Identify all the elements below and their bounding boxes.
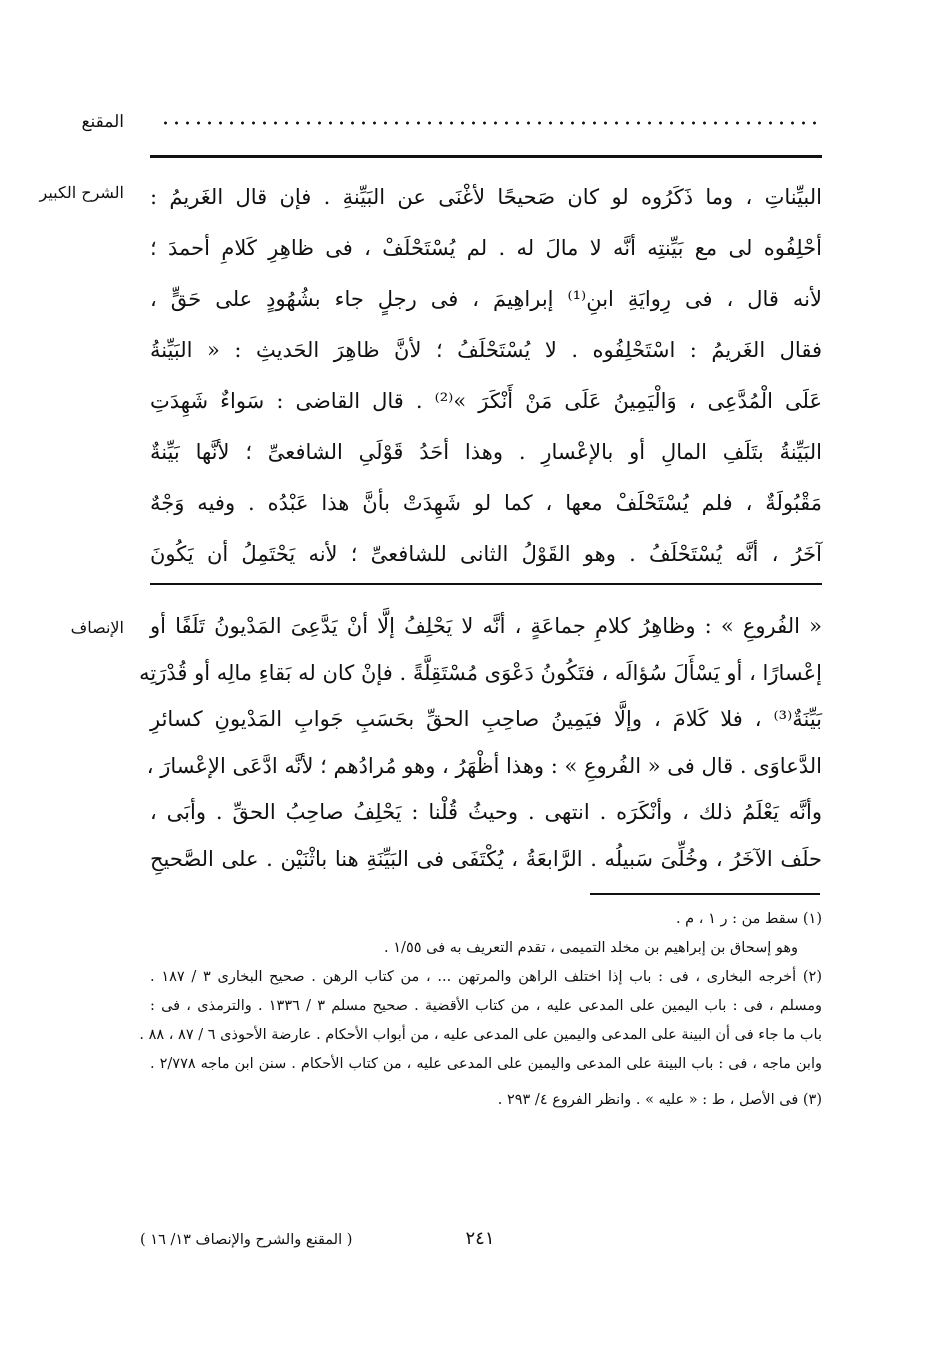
page-number: ٢٤١	[465, 1228, 495, 1249]
footnote-rule	[590, 893, 820, 895]
footnotes	[139, 905, 823, 1115]
text-line: البَيِّنةُ بتَلَفِ المالِ أو بالإعْسارِ . وهذا أحَدُ قَوْلَىِ الشافعىِّ ؛ لأنَّها بَيِّنةٌ	[150, 440, 822, 464]
insaf-text	[139, 603, 822, 882]
running-title: المقنع	[81, 112, 124, 132]
text-line: آخَرُ ، أنَّه يُسْتَحْلَفُ . وهو القَوْلُ الثانى للشافعىِّ ؛ لأنه يَحْتَمِلُ أن يَكُونَ	[150, 542, 822, 566]
footnote-line: وابن ماجه ، فى : باب البينة على المدعى واليمين على المدعى عليه ، من كتاب الأحكام . سنن ابن ماجه ٢/٧٧٨ .	[150, 1056, 822, 1072]
text-line: أحْلِفُوه لى مع بَيِّنتِه أنَّه لا مالَ له . لم يُسْتَحْلَفْ ، فى ظاهِرِ كَلامِ أحمدَ ؛	[150, 236, 822, 260]
footnote-line: ومسلم ، فى : باب اليمين على المدعى عليه ، من كتاب الأقضية . صحيح مسلم ٣ / ١٣٣٦ . والترمذى ، فى :	[150, 998, 822, 1014]
volume-reference: ( المقنع والشرح والإنصاف ١٣/ ١٦ )	[140, 1232, 353, 1248]
text-line: « الفُروعِ » : وظاهِرُ كلامِ جماعَةٍ ، أنَّه لا يَحْلِفُ إلَّا أنْ يَدَّعِىَ المَدْيونُ تَلَفًا أو	[150, 614, 822, 638]
footnote-line: (٣) فى الأصل ، ط : « عليه » . وانظر الفروع ٤/ ٢٩٣ .	[497, 1092, 822, 1108]
text-line: الدَّعاوَى . قال فى « الفُروعِ » : وهذا أظْهَرُ ، وهو مُرادُهم ؛ لأنَّه ادَّعَى الإعْسارَ ،	[146, 753, 822, 778]
header-rule	[150, 155, 822, 158]
footnote-line: (٢) أخرجه البخارى ، فى : باب إذا اختلف الراهن والمرتهن ... ، من كتاب الرهن . صحيح البخارى ٣ / ١٨٧ .	[150, 969, 823, 985]
dot-leader	[160, 118, 820, 128]
text-line: إعْسارًا ، أو يَسْأَلَ سُؤالَه ، فتَكُونُ دَعْوَى مُسْتَقِلَّةً . فإنْ كان له بَقاءِ مالِه أو قُدْرَتِه	[139, 660, 822, 685]
text-line: عَلَى الْمُدَّعِى ، وَالْيَمِينُ عَلَى مَنْ أَنْكَرَ »⁽²⁾ . قال القاضى : سَواءٌ شَهِدَتِ	[150, 389, 823, 413]
text-line: حلَف الآخَرُ ، وخُلِّىَ سَبيلُه . الرَّابعَةُ ، يُكْتَفَى فى البَيِّنَةِ هنا باثْنَيْن . على الصَّحيحِ	[150, 846, 822, 871]
sharh-text	[150, 172, 822, 580]
text-line: لأنه قال ، فى رِوايَةِ ابنِ⁽¹⁾ إبراهِيمَ ، فى رجلٍ جاء بشُهُودٍ على حَقٍّ ،	[150, 287, 822, 311]
sharh-section-label: الشرح الكبير	[39, 183, 124, 202]
text-line: مَقْبُولَةٌ ، فلم يُسْتَحْلَفْ معها ، كما لو شَهِدَتْ بأنَّ هذا عَبْدُه . وفيه وَجْهٌ	[150, 491, 822, 515]
footnote-line: وهو إسحاق بن إبراهيم بن مخلد التميمى ، تقدم التعريف به فى ١/٥٥ .	[384, 940, 798, 956]
text-line: البيِّناتِ ، وما ذَكَرُوه لو كان صَحيحًا لأغْنَى عن البَيِّنةِ . فإن قال الغَريمُ :	[150, 185, 822, 209]
insaf-section-label: الإنصاف	[70, 618, 124, 637]
text-line: بَيِّنَةٌ⁽³⁾ ، فلا كَلامَ ، وإلَّا فيَمِينُ صاحِبِ الحقِّ بحَسَبِ جَوابِ المَدْيونِ كسائرِ	[150, 707, 822, 731]
footnote-line: (١) سقط من : ر ١ ، م .	[675, 911, 822, 927]
text-line: وأنَّه يَعْلَمُ ذلك ، وأنْكَرَه . انتهى . وحيثُ قُلْنا : يَحْلِفُ صاحِبُ الحقِّ . وأبَى ،	[150, 800, 822, 824]
footnote-line: باب ما جاء فى أن البينة على المدعى واليمين على المدعى عليه ، من أبواب الأحكام . عارضة الأحوذى ٦ / ٨٧ ، ٨٨ .	[139, 1027, 822, 1043]
text-line: فقال الغَريمُ : اسْتَحْلِفُوه . لا يُسْتَحْلَفُ ؛ لأنَّ ظاهِرَ الحَديثِ : « البَيِّنةُ	[150, 338, 822, 362]
section-divider	[150, 583, 822, 585]
